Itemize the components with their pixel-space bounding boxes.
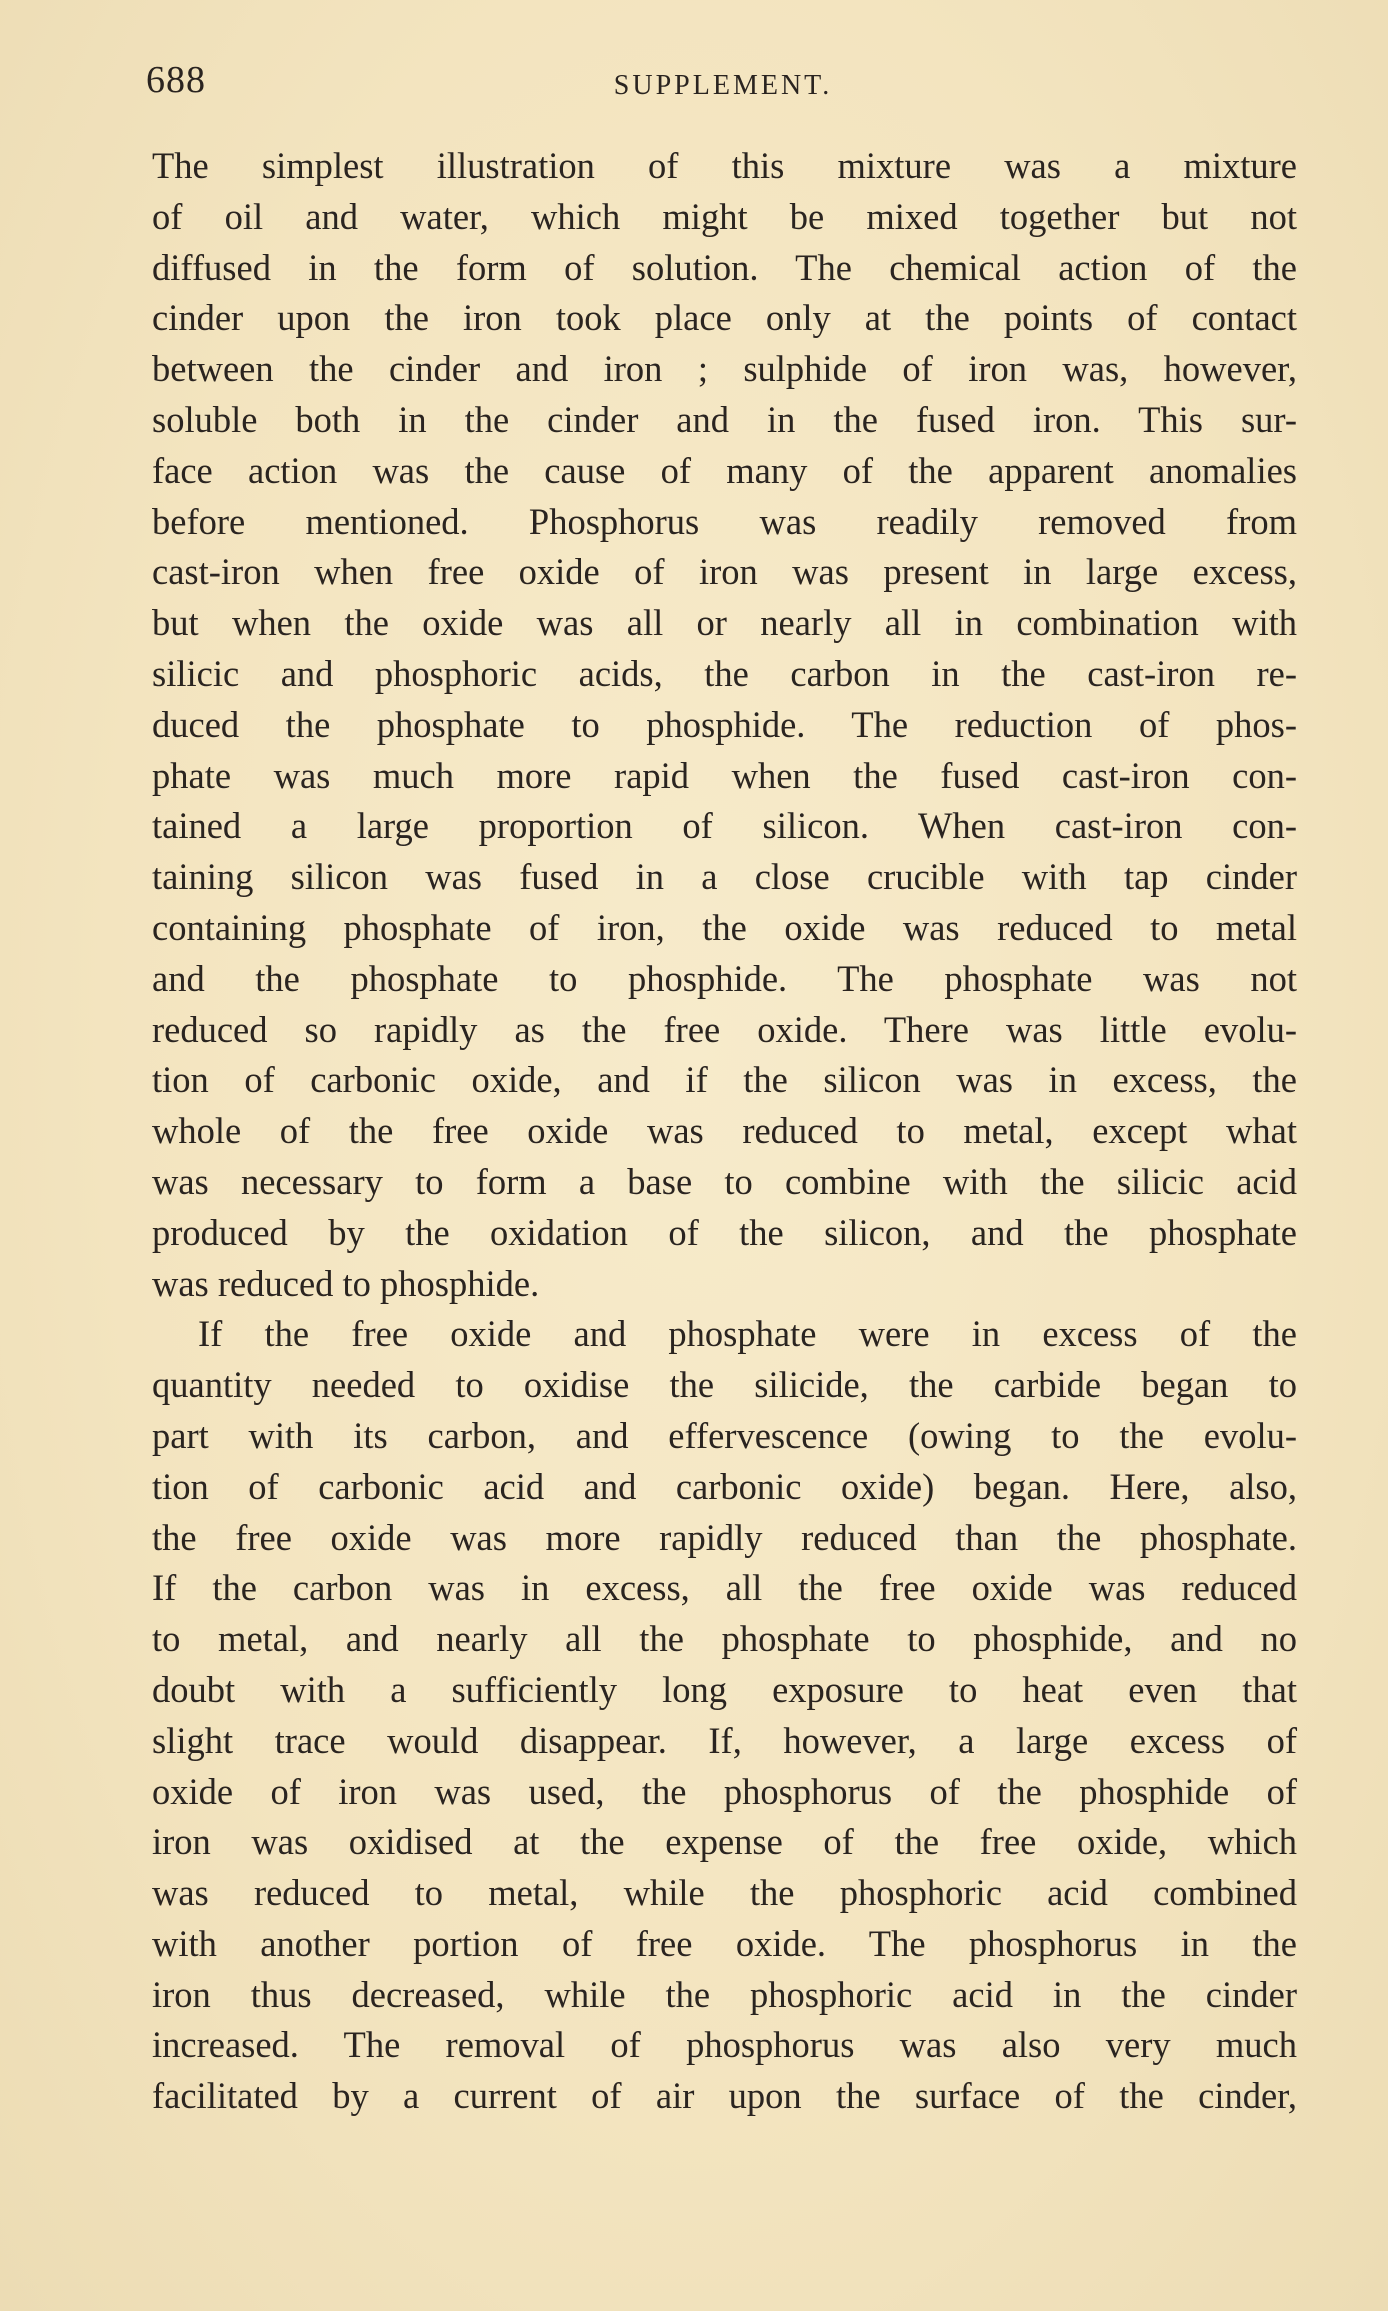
text-line: taining silicon was fused in a close crucible with tap cinder [152,856,1297,898]
page-number: 688 [146,59,206,101]
paragraph-start-line: If the free oxide and phosphate were in excess of the [198,1313,1297,1355]
text-line: diffused in the form of solution. The chemical action of the [152,246,1297,288]
text-line: phate was much more rapid when the fused cast-iron con- [152,754,1297,796]
text-line: cinder upon the iron took place only at the points of contact [152,297,1297,339]
text-line: iron thus decreased, while the phosphoric acid in the cinder [152,1973,1297,2015]
text-line: whole of the free oxide was reduced to metal, except what [152,1110,1297,1152]
running-title: SUPPLEMENT. [613,70,833,101]
text-line: duced the phosphate to phosphide. The reduction of phos- [152,703,1297,745]
text-line: cast-iron when free oxide of iron was present in large excess, [152,551,1297,593]
text-line: was reduced to metal, while the phosphoric acid combined [152,1872,1297,1914]
text-line: silicic and phosphoric acids, the carbon in the cast-iron re- [152,652,1297,694]
text-line: facilitated by a current of air upon the surface of the cinder, [152,2075,1297,2117]
text-line: part with its carbon, and effervescence (owing to the evolu- [152,1414,1297,1456]
text-line: with another portion of free oxide. The phosphorus in the [152,1922,1297,1964]
text-line: tion of carbonic oxide, and if the silicon was in excess, the [152,1059,1297,1101]
text-line: before mentioned. Phosphorus was readily removed from [152,500,1297,542]
text-line: slight trace would disappear. If, however, a large excess of [152,1719,1297,1761]
text-line: oxide of iron was used, the phosphorus of the phosphide of [152,1770,1297,1812]
text-line: The simplest illustration of this mixture was a mixture [152,145,1297,186]
text-line: doubt with a sufficiently long exposure to heat even that [152,1668,1297,1710]
text-line: to metal, and nearly all the phosphate to phosphide, and no [152,1618,1297,1660]
text-line: face action was the cause of many of the apparent anomalies [152,449,1297,491]
text-line: increased. The removal of phosphorus was also very much [152,2024,1297,2066]
text-line: iron was oxidised at the expense of the free oxide, which [152,1821,1297,1863]
text-line: quantity needed to oxidise the silicide, the carbide began to [152,1364,1297,1406]
text-line: reduced so rapidly as the free oxide. There was little evolu- [152,1008,1297,1050]
text-line: and the phosphate to phosphide. The phosphate was not [152,957,1297,999]
text-line: tained a large proportion of silicon. When cast-iron con- [152,805,1297,847]
text-line: produced by the oxidation of the silicon, and the phosphate [152,1211,1297,1253]
text-line: the free oxide was more rapidly reduced than the phosphate. [152,1516,1297,1558]
text-line: but when the oxide was all or nearly all in combination with [152,602,1297,644]
paragraph-end-line: was reduced to phosphide. [152,1262,540,1304]
running-head [146,58,1300,118]
text-line: tion of carbonic acid and carbonic oxide) began. Here, also, [152,1465,1297,1507]
text-line: between the cinder and iron ; sulphide of iron was, however, [152,348,1297,390]
text-line: containing phosphate of iron, the oxide was reduced to metal [152,906,1297,948]
body-text [152,141,1297,2122]
text-line: soluble both in the cinder and in the fused iron. This sur- [152,398,1297,440]
text-line: If the carbon was in excess, all the free oxide was reduced [152,1567,1297,1609]
text-line: was necessary to form a base to combine with the silicic acid [152,1160,1297,1202]
text-line: of oil and water, which might be mixed together but not [152,195,1297,237]
